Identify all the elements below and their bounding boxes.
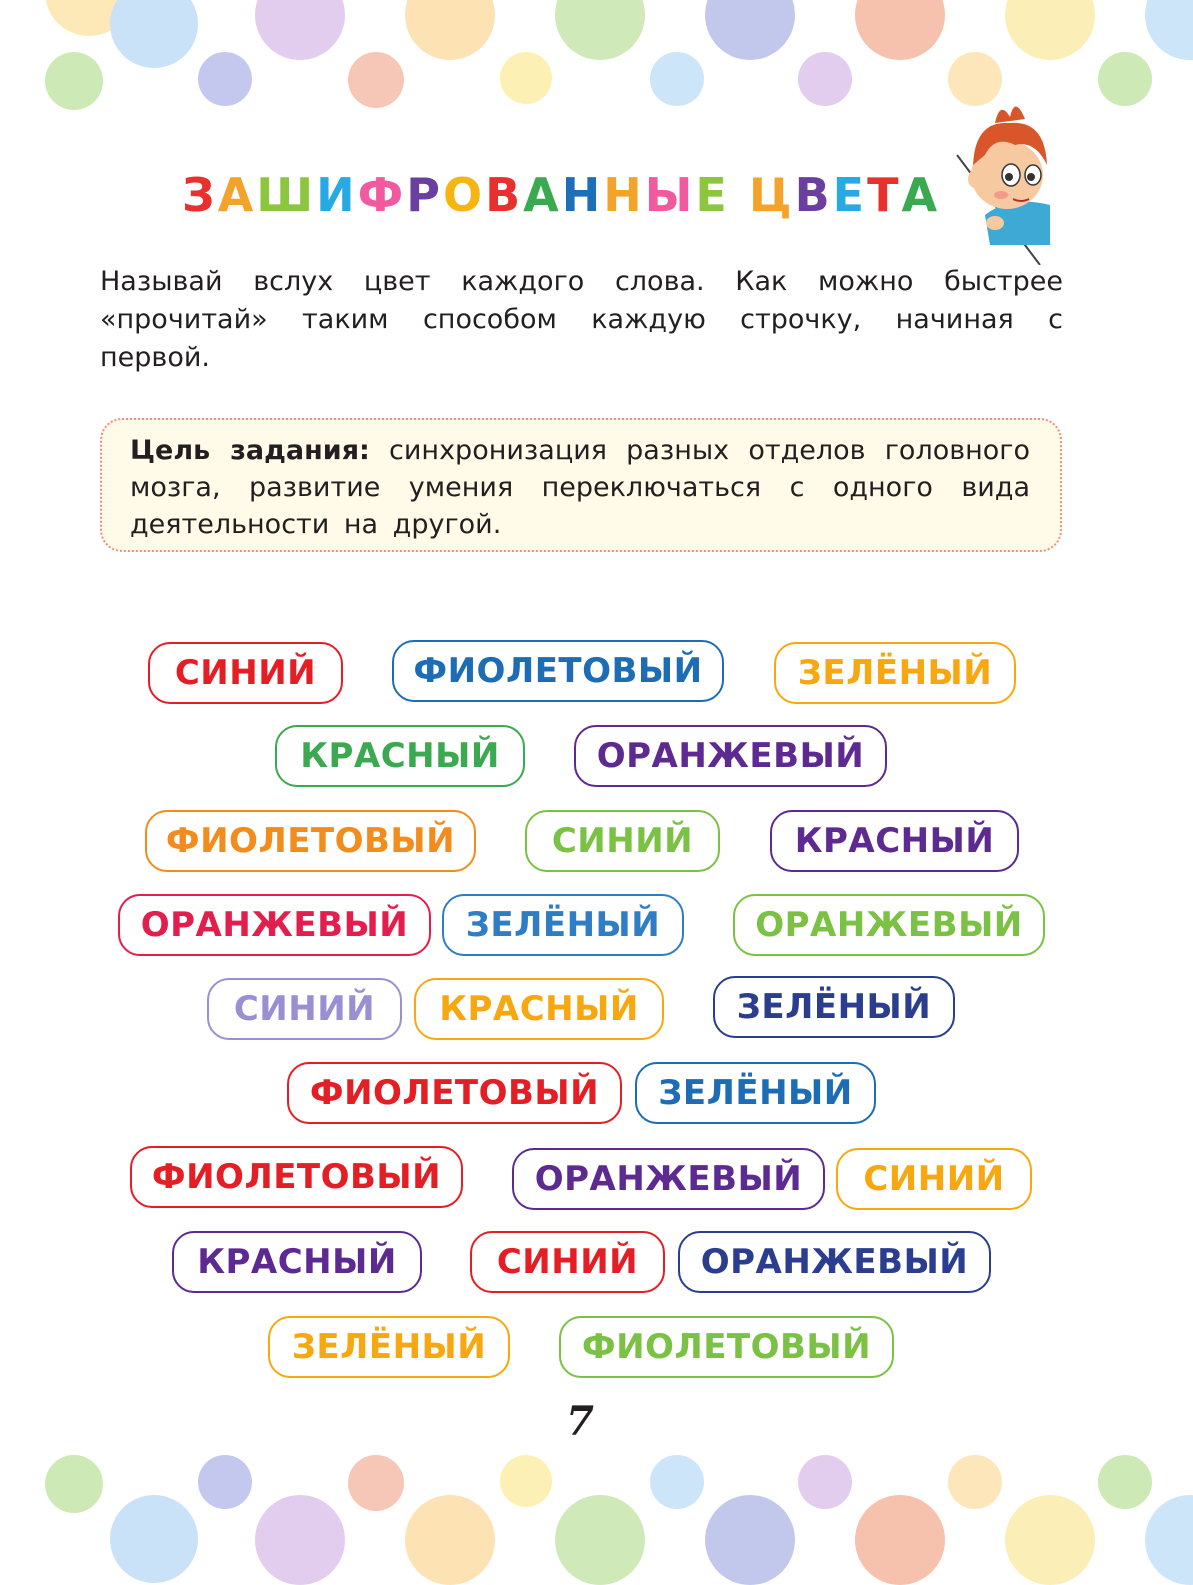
title-letter: Ы [644, 168, 696, 222]
decor-dot [500, 1455, 552, 1507]
color-word: ОРАНЖЕВЫЙ [512, 1148, 825, 1210]
decor-dot [650, 1455, 704, 1509]
decor-dot [500, 52, 552, 104]
title-letter: З [182, 168, 218, 222]
decor-dot [198, 1455, 252, 1509]
color-word: КРАСНЫЙ [770, 810, 1019, 872]
decor-dot [650, 52, 704, 106]
title-letter: Н [561, 168, 604, 222]
decor-dot [555, 0, 645, 60]
decor-dot [1005, 0, 1095, 60]
color-word: КРАСНЫЙ [414, 978, 664, 1040]
title-letter: И [316, 168, 358, 222]
decor-dot [405, 1495, 495, 1585]
title-letter: В [485, 168, 524, 222]
decor-dot [1005, 1495, 1095, 1585]
title-letter: А [901, 168, 941, 222]
decor-dot [348, 52, 404, 108]
decor-dot [1098, 1455, 1152, 1509]
decor-dot [1145, 1495, 1193, 1585]
title-letter: Ц [748, 168, 795, 222]
title-letter: Е [832, 168, 868, 222]
decor-dot [855, 0, 945, 60]
instructions-text: Называй вслух цвет каждого слова. Как можно быстрее «прочитай» таким способом каждую строчку, начиная с первой. [100, 266, 1063, 373]
boy-illustration [955, 95, 1055, 265]
title-letter: Ш [256, 168, 317, 222]
decor-dot [348, 1455, 404, 1511]
decor-dot [705, 1495, 795, 1585]
color-word: ЗЕЛЁНЫЙ [713, 976, 955, 1038]
color-word: ОРАНЖЕВЫЙ [733, 894, 1045, 956]
decor-dot [110, 1495, 198, 1583]
color-word: ЗЕЛЁНЫЙ [635, 1062, 876, 1124]
title-letter: Ф [357, 168, 407, 222]
color-word: СИНИЙ [836, 1148, 1032, 1210]
title-letter: Е [695, 168, 730, 222]
decor-dot [198, 52, 252, 106]
page-number: 7 [566, 1398, 594, 1445]
decor-dot [110, 0, 198, 68]
color-word: ЗЕЛЁНЫЙ [268, 1316, 510, 1378]
color-word: ОРАНЖЕВЫЙ [678, 1231, 991, 1293]
decor-dot [555, 1495, 645, 1585]
color-word: ОРАНЖЕВЫЙ [118, 894, 431, 956]
decor-dot [948, 1455, 1002, 1509]
color-word: СИНИЙ [470, 1231, 665, 1293]
color-word: СИНИЙ [207, 978, 402, 1040]
color-word: КРАСНЫЙ [275, 725, 525, 787]
color-word: ФИОЛЕТОВЫЙ [559, 1316, 894, 1378]
decor-dot [705, 0, 795, 60]
title-letter: Т [867, 168, 902, 222]
color-word: СИНИЙ [148, 642, 343, 704]
color-word: ФИОЛЕТОВЫЙ [130, 1146, 463, 1208]
title-letter: А [217, 168, 257, 222]
decor-dot [405, 0, 495, 60]
title-letter: В [794, 168, 833, 222]
title-letter [730, 168, 749, 222]
color-word: ЗЕЛЁНЫЙ [442, 894, 684, 956]
decor-dot [45, 1455, 103, 1513]
decor-dot [255, 1495, 345, 1585]
goal-text [130, 432, 1030, 543]
title-letter: Н [603, 168, 645, 222]
color-word: ФИОЛЕТОВЫЙ [145, 810, 476, 872]
decor-dot [1098, 52, 1152, 106]
decor-dot [855, 1495, 945, 1585]
color-word: ФИОЛЕТОВЫЙ [287, 1062, 622, 1124]
decor-dot [45, 52, 103, 110]
color-word: ФИОЛЕТОВЫЙ [392, 640, 724, 702]
title-letter: Р [406, 168, 443, 222]
color-word: ОРАНЖЕВЫЙ [574, 725, 887, 787]
decor-dot [798, 1455, 852, 1509]
goal-label: Цель задания: [130, 435, 370, 466]
goal-description: синхронизация разных отделов головного мозга, развитие умения переключаться с одного вида деятельности на другой. [130, 435, 1031, 540]
decor-dot [798, 52, 852, 106]
title-letter: О [442, 168, 486, 222]
title-letter: А [523, 168, 562, 222]
page-title [182, 168, 940, 222]
decor-dot [255, 0, 345, 60]
decor-dot [1145, 0, 1193, 60]
color-word: СИНИЙ [525, 810, 720, 872]
color-word: КРАСНЫЙ [172, 1231, 422, 1293]
color-word: ЗЕЛЁНЫЙ [774, 642, 1016, 704]
